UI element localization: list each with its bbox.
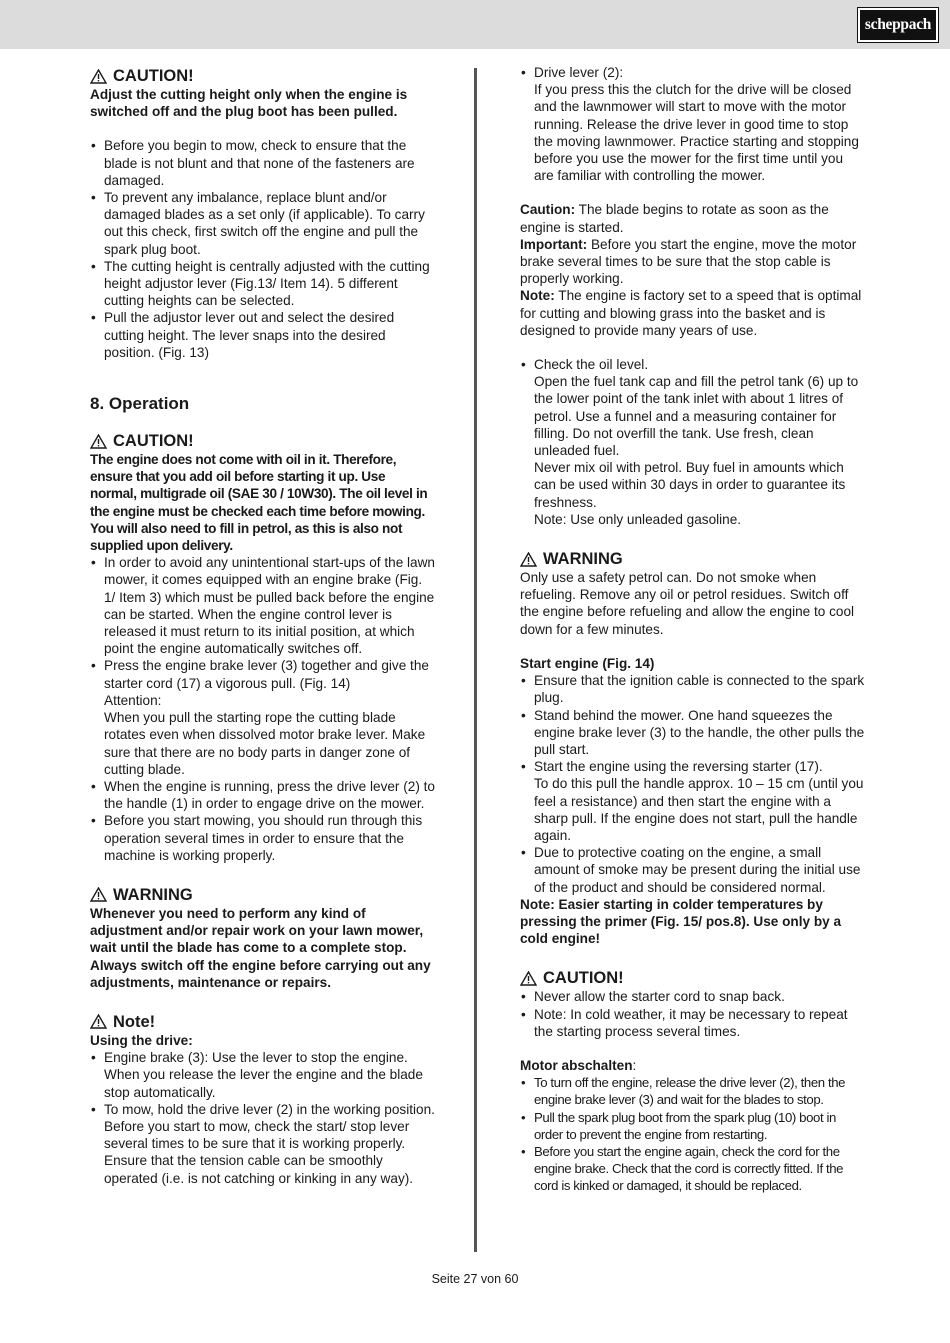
- bullet-list: [520, 64, 865, 184]
- warning-triangle-icon: [520, 552, 537, 567]
- list-item: • Never allow the starter cord to snap back.: [520, 988, 865, 1005]
- warning-text: Whenever you need to perform any kind of adjustment and/or repair work on your lawn mower, wait until the blade has come to a complete stop. Always switch off the engine before carrying out any adjustments, maintenance or repairs.: [90, 905, 431, 990]
- caution-text: Adjust the cutting height only when the engine is switched off and the plug boot has been pulled.: [90, 87, 408, 120]
- caution-heading: [90, 66, 435, 86]
- important-paragraph: Important: Before you start the engine, move the motor brake several times to be sure that the stop cable is properly working.: [520, 236, 857, 287]
- list-item: • Before you start the engine again, check the cord for the engine brake. Check that the cord is correctly fitted. If the cord is kinked or damaged, it should be replaced.: [520, 1143, 865, 1195]
- warning-triangle-icon: [90, 69, 107, 84]
- list-item: • Before you begin to mow, check to ensure that the blade is not blunt and that none of the fasteners are damaged.: [90, 137, 435, 189]
- warning-triangle-icon: [90, 434, 107, 449]
- warning-title: WARNING: [113, 885, 193, 904]
- list-item: • Press the engine brake lever (3) together and give the starter cord (17) a vigorous pull. (Fig. 14) Attention: When you pull the starting rope the cutting blade rotates even when dissolved motor brake lever. Make sure that there are no body parts in danger zone of cutting blade.: [90, 657, 435, 777]
- warning-text: Only use a safety petrol can. Do not smoke when refueling. Remove any oil or petrol residues. Switch off the engine before refueling and allow the engine to cool down for a few minutes.: [520, 570, 855, 637]
- list-item: • Stand behind the mower. One hand squeezes the engine brake lever (3) to the handle, the other pulls the pull start.: [520, 707, 865, 759]
- warning-triangle-icon: [90, 887, 107, 902]
- warning-heading: [520, 549, 865, 569]
- list-item: • To mow, hold the drive lever (2) in the working position. Before you start to mow, check the start/ stop lever several times to be sure that it is working properly. Ensure that the tension cable can be smoothly operated (i.e. is not catching or kinking in any way).: [90, 1101, 435, 1187]
- list-item: • When the engine is running, press the drive lever (2) to the handle (1) in order to engage drive on the mower.: [90, 778, 435, 812]
- list-item: • Engine brake (3): Use the lever to stop the engine. When you release the lever the engine and the blade stop automatically.: [90, 1049, 435, 1101]
- caution-heading: [90, 431, 435, 451]
- caution-text: The engine does not come with oil in it. Therefore, ensure that you add oil before starting it up. Use normal, multigrade oil (SAE 30 / 10W30). The oil level in the engine must be checked each time before mowing.: [90, 452, 428, 519]
- caution-title: CAUTION!: [543, 969, 624, 988]
- bullet-list: [520, 356, 865, 528]
- list-item: • Before you start mowing, you should run through this operation several times in order to ensure that the machine is working properly.: [90, 812, 435, 864]
- header-band: [0, 0, 950, 49]
- bullet-list: [520, 988, 865, 1040]
- note-paragraph: Note: The engine is factory set to a speed that is optimal for cutting and blowing grass into the basket and is designed to provide many years of use.: [520, 288, 862, 338]
- bullet-list: [90, 554, 435, 864]
- warning-heading: [90, 885, 435, 905]
- section-title: 8. Operation: [90, 394, 190, 414]
- list-item: • Drive lever (2): If you press this the clutch for the drive will be closed and the lawnmower will start to move with the motor running. Release the drive lever in good time to stop the moving lawnmower. Practice starting and stopping before you use the mower for the first time until you are familiar with controlling the mower.: [520, 64, 865, 184]
- list-item: • Due to protective coating on the engine, a small amount of smoke may be present during the initial use of the product and should be considered normal.: [520, 844, 865, 896]
- warning-title: WARNING: [543, 550, 623, 569]
- note-heading: [90, 1012, 435, 1032]
- bullet-list: [90, 1049, 435, 1187]
- bullet-list: [520, 1074, 865, 1194]
- column-divider: [474, 68, 477, 1252]
- list-item: • In order to avoid any unintentional start-ups of the lawn mower, it comes equipped with an engine brake (Fig. 1/ Item 3) which must be pulled back before the engine can be started. When the engine control lever is released it must return to its initial position, at which point the engine automatically switches off.: [90, 554, 435, 657]
- list-item: • Start the engine using the reversing starter (17). To do this pull the handle approx. 10 – 15 cm (until you feel a resistance) and then start the engine with a sharp pull. If the engine does not start, pull the handle again.: [520, 758, 865, 844]
- bullet-list: [520, 672, 865, 896]
- start-note: Note: Easier starting in colder temperatures by pressing the primer (Fig. 15/ pos.8). Use only by a cold engine!: [520, 896, 842, 947]
- brand-logo: scheppach: [858, 8, 938, 42]
- list-item: • Check the oil level. Open the fuel tank cap and fill the petrol tank (6) up to the lower point of the tank inlet with about 1 litres of petrol. Use a funnel and a measuring container for filling. Do not overfill the tank. Use fresh, clean unleaded fuel. Never mix oil with petrol. Buy fuel in amounts which can be used within 30 days in order to guarantee its freshness. Note: Use only unleaded gasoline.: [520, 356, 865, 528]
- caution-title: CAUTION!: [113, 432, 194, 451]
- list-item: • Pull the adjustor lever out and select the desired cutting height. The lever snaps into the desired position. (Fig. 13): [90, 309, 435, 361]
- note-subheading: Using the drive:: [90, 1032, 193, 1048]
- caution-text: You will also need to fill in petrol, as this is also not supplied upon delivery.: [90, 520, 403, 554]
- page-number: Seite 27 von 60: [431, 1272, 519, 1286]
- warning-triangle-icon: [90, 1014, 107, 1029]
- list-item: • The cutting height is centrally adjusted with the cutting height adjustor lever (Fig.13/ Item 14). 5 different cutting heights can be selected.: [90, 258, 435, 310]
- list-item: • To turn off the engine, release the drive lever (2), then the engine brake lever (3) and wait for the blades to stop.: [520, 1074, 865, 1108]
- list-item: • To prevent any imbalance, replace blunt and/or damaged blades as a set only (if applicable). To carry out this check, first switch off the engine and pull the spark plug boot.: [90, 189, 435, 258]
- caution-heading: [520, 968, 865, 988]
- motor-off-heading: Motor abschalten:: [520, 1057, 637, 1073]
- list-item: • Note: In cold weather, it may be necessary to repeat the starting process several times.: [520, 1006, 865, 1040]
- warning-triangle-icon: [520, 971, 537, 986]
- list-item: • Ensure that the ignition cable is connected to the spark plug.: [520, 672, 865, 706]
- bullet-list: [90, 137, 435, 361]
- note-title: Note!: [113, 1012, 156, 1031]
- caution-paragraph: Caution: The blade begins to rotate as soon as the engine is started.: [520, 202, 829, 235]
- left-column: [90, 64, 435, 1187]
- caution-title: CAUTION!: [113, 67, 194, 85]
- list-item: • Pull the spark plug boot from the spark plug (10) boot in order to prevent the engine from restarting.: [520, 1109, 865, 1143]
- start-engine-heading: Start engine (Fig. 14): [520, 655, 655, 671]
- right-column: [520, 64, 865, 1195]
